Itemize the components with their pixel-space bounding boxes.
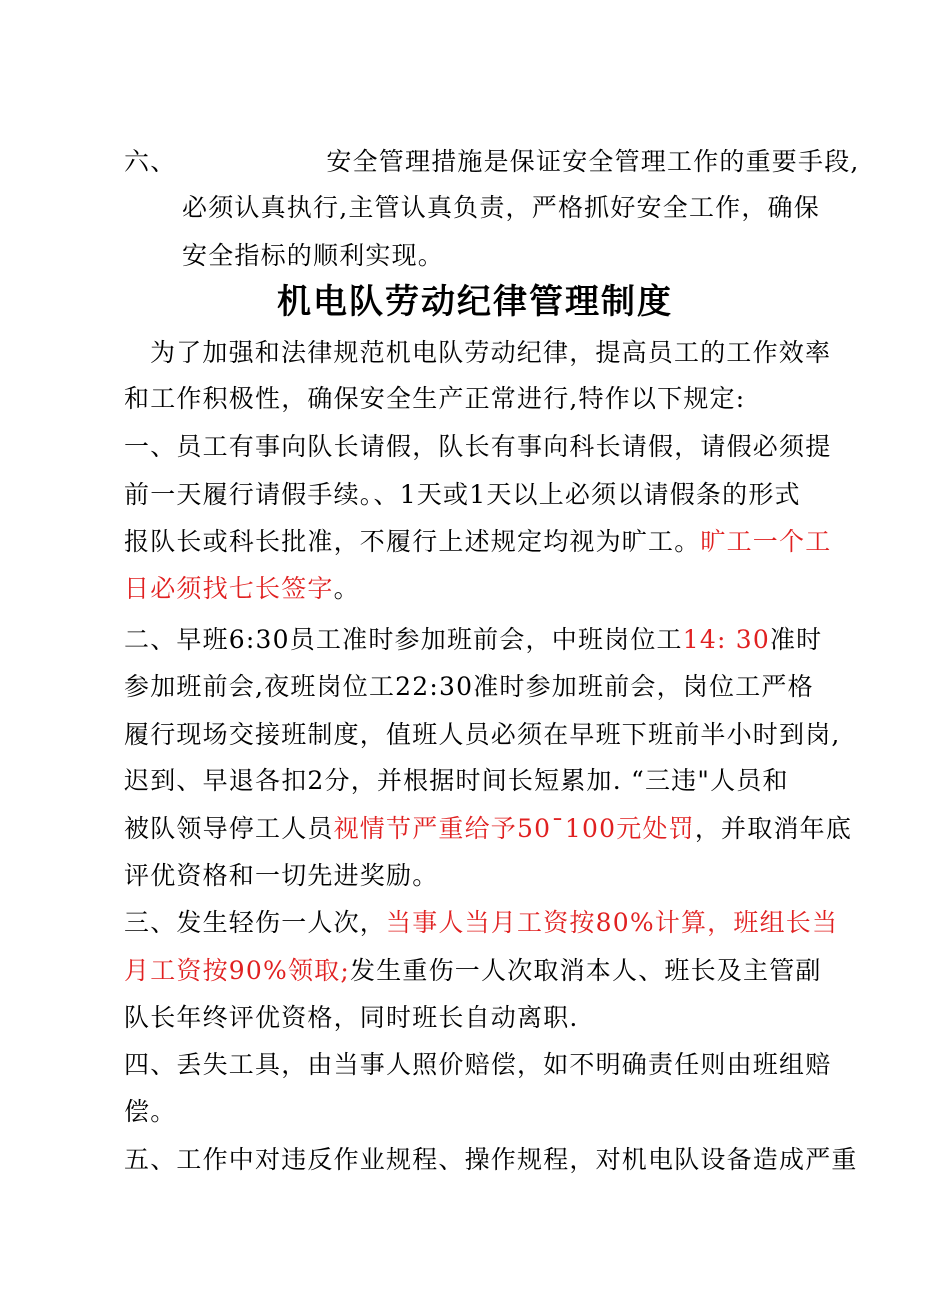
- section6-line1: [124, 146, 860, 178]
- item2-line5-highlight: 视情节严重给予50¯100元处罚: [333, 814, 695, 843]
- item4-line1: 四、丢失工具，由当事人照价赔偿，如不明确责任则由班组赔: [124, 1050, 832, 1079]
- item2-line1: [124, 624, 844, 656]
- item3-line1: [124, 907, 844, 939]
- item3-line1-highlight: 当事人当月工资按80%计算，班组长当: [386, 908, 839, 937]
- item4-line2: 偿。: [124, 1097, 177, 1126]
- item1-line4: [124, 573, 844, 605]
- item3-line2-text: 发生重伤一人次取消本人、班长及主管副: [350, 956, 822, 985]
- item2-line6: 评优资格和一切先进奖励。: [124, 861, 439, 890]
- item2-line4: 迟到、早退各扣2分，并根据时间长短累加. “三违"人员和: [124, 766, 789, 795]
- item2-line5-text: 被队领导停工人员: [124, 814, 334, 843]
- item1-line3-text: 报队长或科长批准，不履行上述规定均视为旷工。: [124, 527, 701, 556]
- item2-line1-highlight: 14: 30: [682, 625, 770, 654]
- item2-line2: 参加班前会,夜班岗位工22:30准时参加班前会，岗位工严格: [124, 672, 814, 701]
- item2-line5: [124, 813, 853, 845]
- section6-line3: 安全指标的顺利实现。: [182, 241, 445, 270]
- item2-line5-tail: ，并取消年底: [694, 814, 853, 843]
- item2-line1-tail: 准时: [769, 625, 823, 654]
- intro-line2: 和工作积极性，确保安全生产正常进行,特作以下规定:: [124, 384, 746, 413]
- item1-line1: 一、员工有事向队长请假，队长有事向科长请假，请假必须提: [124, 432, 832, 461]
- item1-line3: [124, 526, 844, 558]
- item5-line1: 五、工作中对违反作业规程、操作规程，对机电队设备造成严重: [124, 1145, 858, 1174]
- item1-line3-highlight: 旷工一个工: [700, 527, 832, 556]
- intro-line1: 为了加强和法律规范机电队劳动纪律，提高员工的工作效率: [150, 338, 832, 367]
- section6-text-1: 安全管理措施是保证安全管理工作的重要手段,: [326, 147, 860, 176]
- item1-line2: 前一天履行请假手续。、1天或1天以上必须以请假条的形式: [124, 480, 801, 509]
- item3-line3: 队长年终评优资格，同时班长自动离职.: [124, 1003, 579, 1032]
- item1-line4-text: 。: [333, 574, 360, 603]
- item3-line1-text: 三、发生轻伤一人次，: [124, 908, 387, 937]
- item3-line2: [124, 955, 844, 987]
- section6-line2: 必须认真执行,主管认真负责，严格抓好安全工作，确保: [182, 193, 820, 222]
- document-title: 机电队劳动纪律管理制度: [277, 282, 673, 322]
- item2-line3: 履行现场交接班制度，值班人员必须在早班下班前半小时到岗,: [124, 720, 841, 749]
- item1-line4-highlight: 日必须找七长签字: [124, 574, 334, 603]
- section6-number: 六、: [124, 147, 177, 176]
- item2-line1-text: 二、早班6:30员工准时参加班前会，中班岗位工: [124, 625, 683, 654]
- item3-line2-highlight: 月工资按90%领取;: [124, 956, 350, 985]
